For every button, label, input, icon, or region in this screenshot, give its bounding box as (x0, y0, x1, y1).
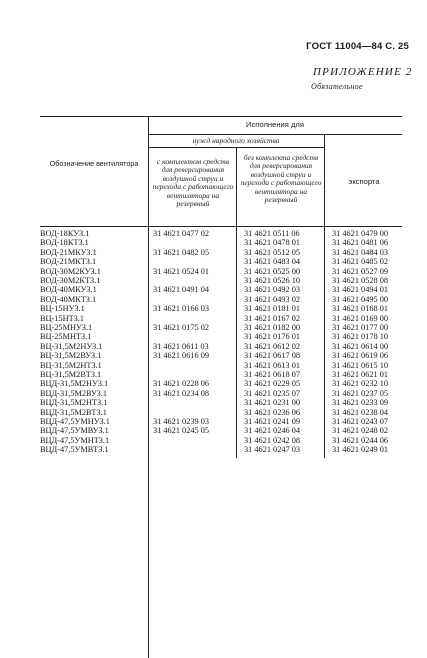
code-export: 31 4621 0485 02 (332, 257, 389, 267)
code-with-kit: 31 4621 0524 01 (153, 266, 210, 276)
code-without-kit: 31 4621 0493 02 (244, 294, 301, 304)
code-without-kit: 31 4621 0181 01 (244, 304, 301, 314)
header-execution: Исполнения для (246, 120, 304, 129)
divider-3 (324, 134, 325, 458)
fan-designation: ВЦ-31,5М2НТЗ.1 (40, 360, 102, 370)
code-with-kit: 31 4621 0166 03 (153, 304, 210, 314)
code-export: 31 4621 0619 06 (332, 351, 389, 361)
fan-designation: ВЦ-15НУЗ.1 (40, 304, 85, 314)
code-export: 31 4621 0169 00 (332, 313, 389, 323)
code-with-kit: 31 4621 0477 02 (153, 229, 210, 238)
code-export: 31 4621 0528 08 (332, 276, 389, 285)
code-without-kit: 31 4621 0231 00 (244, 398, 301, 408)
code-with-kit: 31 4621 0616 09 (153, 351, 210, 361)
code-with-kit: 31 4621 0491 04 (153, 285, 210, 295)
code-without-kit: 31 4621 0242 08 (244, 435, 301, 445)
code-without-kit: 31 4621 0612 02 (244, 341, 301, 351)
fan-designation: ВОД-21МКТЗ.1 (40, 257, 97, 267)
fan-designation: ВОД-18КТЗ.1 (40, 238, 89, 248)
code-with-kit: 31 4621 0482 05 (153, 247, 210, 257)
code-with-kit: 31 4621 0175 02 (153, 323, 210, 332)
fan-designation: ВЦД-31,5М2НТЗ.1 (40, 398, 108, 408)
code-export: 31 4621 0481 06 (332, 238, 389, 248)
code-export: 31 4621 0237 05 (332, 388, 389, 398)
code-without-kit: 31 4621 0176 01 (244, 332, 301, 342)
code-without-kit: 31 4621 0512 05 (244, 247, 301, 257)
code-without-kit: 31 4621 0236 06 (244, 407, 301, 417)
code-without-kit: 31 4621 0167 02 (244, 313, 301, 323)
fan-designation: ВЦ-25МНТЗ.1 (40, 332, 92, 342)
header-designation: Обозначение вентилятора (49, 159, 139, 168)
code-without-kit: 31 4621 0613 01 (244, 360, 301, 370)
code-export: 31 4621 0243 07 (332, 417, 389, 426)
fan-designation: ВЦД-31,5М2НУЗ.1 (40, 379, 109, 389)
execution-rule (148, 134, 402, 135)
code-export: 31 4621 0615 10 (332, 360, 389, 370)
appendix-title: ПРИЛОЖЕНИЕ 2 (313, 66, 413, 78)
code-with-kit: 31 4621 0245 05 (153, 426, 210, 436)
appendix-subtitle: Обязательное (311, 82, 363, 91)
fan-designation: ВЦД-31,5М2ВУЗ.1 (40, 388, 107, 398)
fan-designation: ВЦД-31,5М2ВТЗ.1 (40, 407, 107, 417)
divider-2 (236, 147, 237, 458)
code-export: 31 4621 0249 01 (332, 445, 389, 455)
code-without-kit: 31 4621 0492 03 (244, 285, 301, 295)
code-without-kit: 31 4621 0525 00 (244, 266, 301, 276)
fan-designation: ВОД-30М2КУЗ.1 (40, 266, 101, 276)
header-export: экспорта (348, 177, 380, 186)
code-with-kit: 31 4621 0228 06 (153, 379, 210, 389)
divider-1 (148, 116, 149, 658)
fan-designation: ВОД-40МКУЗ.1 (40, 285, 97, 295)
header-without-kit: без комплекта средств для реверсирования воздушной струи и перехода с работающего вентилятора на резервный (240, 153, 322, 205)
fan-designation: ВЦ-31,5М2ВУЗ.1 (40, 351, 102, 361)
code-export: 31 4621 0495 00 (332, 294, 389, 304)
header-bottom-rule (40, 226, 402, 227)
code-without-kit: 31 4621 0229 05 (244, 379, 301, 389)
code-export: 31 4621 0248 02 (332, 426, 389, 436)
fan-designation: ВЦ-31,5М2ВТЗ.1 (40, 370, 102, 379)
code-export: 31 4621 0479 00 (332, 229, 389, 238)
fan-designation: ВЦ-25МНУЗ.1 (40, 323, 93, 332)
fan-designation: ВЦД-47,5УМНТЗ.1 (40, 435, 110, 445)
page-header: ГОСТ 11004—84 С. 25 (306, 41, 409, 52)
code-with-kit: 31 4621 0234 08 (153, 388, 210, 398)
code-export: 31 4621 0178 10 (332, 332, 389, 342)
code-without-kit: 31 4621 0617 08 (244, 351, 301, 361)
code-export: 31 4621 0494 01 (332, 285, 389, 295)
code-export: 31 4621 0233 09 (332, 398, 389, 408)
code-without-kit: 31 4621 0241 09 (244, 417, 301, 426)
code-export: 31 4621 0232 10 (332, 379, 389, 389)
code-without-kit: 31 4621 0246 04 (244, 426, 301, 436)
code-with-kit: 31 4621 0239 03 (153, 417, 210, 426)
fan-designation: ВЦД-47,5УМВТЗ.1 (40, 445, 109, 455)
fan-designation: ВЦД-47,5УМНУЗ.1 (40, 417, 110, 426)
fan-designation: ВОД-40МКТЗ.1 (40, 294, 97, 304)
code-export: 31 4621 0168 01 (332, 304, 389, 314)
code-with-kit: 31 4621 0611 03 (153, 341, 209, 351)
header-with-kit: с комплектом средств для реверсирования воздушной струи и перехода с работающего вентилятора на резервный (152, 157, 234, 209)
table-top-rule (40, 116, 402, 117)
code-export: 31 4621 0621 01 (332, 370, 389, 379)
code-without-kit: 31 4621 0478 01 (244, 238, 301, 248)
header-national: нужд народного хозяйства (192, 136, 280, 145)
code-export: 31 4621 0527 09 (332, 266, 389, 276)
code-export: 31 4621 0238 04 (332, 407, 389, 417)
fan-designation: ВОД-21МКУЗ.1 (40, 247, 97, 257)
code-without-kit: 31 4621 0511 06 (244, 229, 300, 238)
code-without-kit: 31 4621 0247 03 (244, 445, 301, 455)
fan-designation: ВЦ-15НТЗ.1 (40, 313, 85, 323)
fan-designation: ВЦД-47,5УМВУЗ.1 (40, 426, 109, 436)
code-without-kit: 31 4621 0618 07 (244, 370, 301, 379)
code-without-kit: 31 4621 0235 07 (244, 388, 301, 398)
code-export: 31 4621 0244 06 (332, 435, 389, 445)
code-export: 31 4621 0484 03 (332, 247, 389, 257)
fan-designation: ВОД-18КУЗ.1 (40, 229, 90, 238)
code-without-kit: 31 4621 0526 10 (244, 276, 301, 285)
fan-designation: ВЦ-31,5М2НУЗ.1 (40, 341, 103, 351)
code-without-kit: 31 4621 0182 00 (244, 323, 301, 332)
code-without-kit: 31 4621 0483 04 (244, 257, 301, 267)
fan-designation: ВОД-30М2КТЗ.1 (40, 276, 101, 285)
code-export: 31 4621 0177 00 (332, 323, 389, 332)
code-export: 31 4621 0614 00 (332, 341, 389, 351)
